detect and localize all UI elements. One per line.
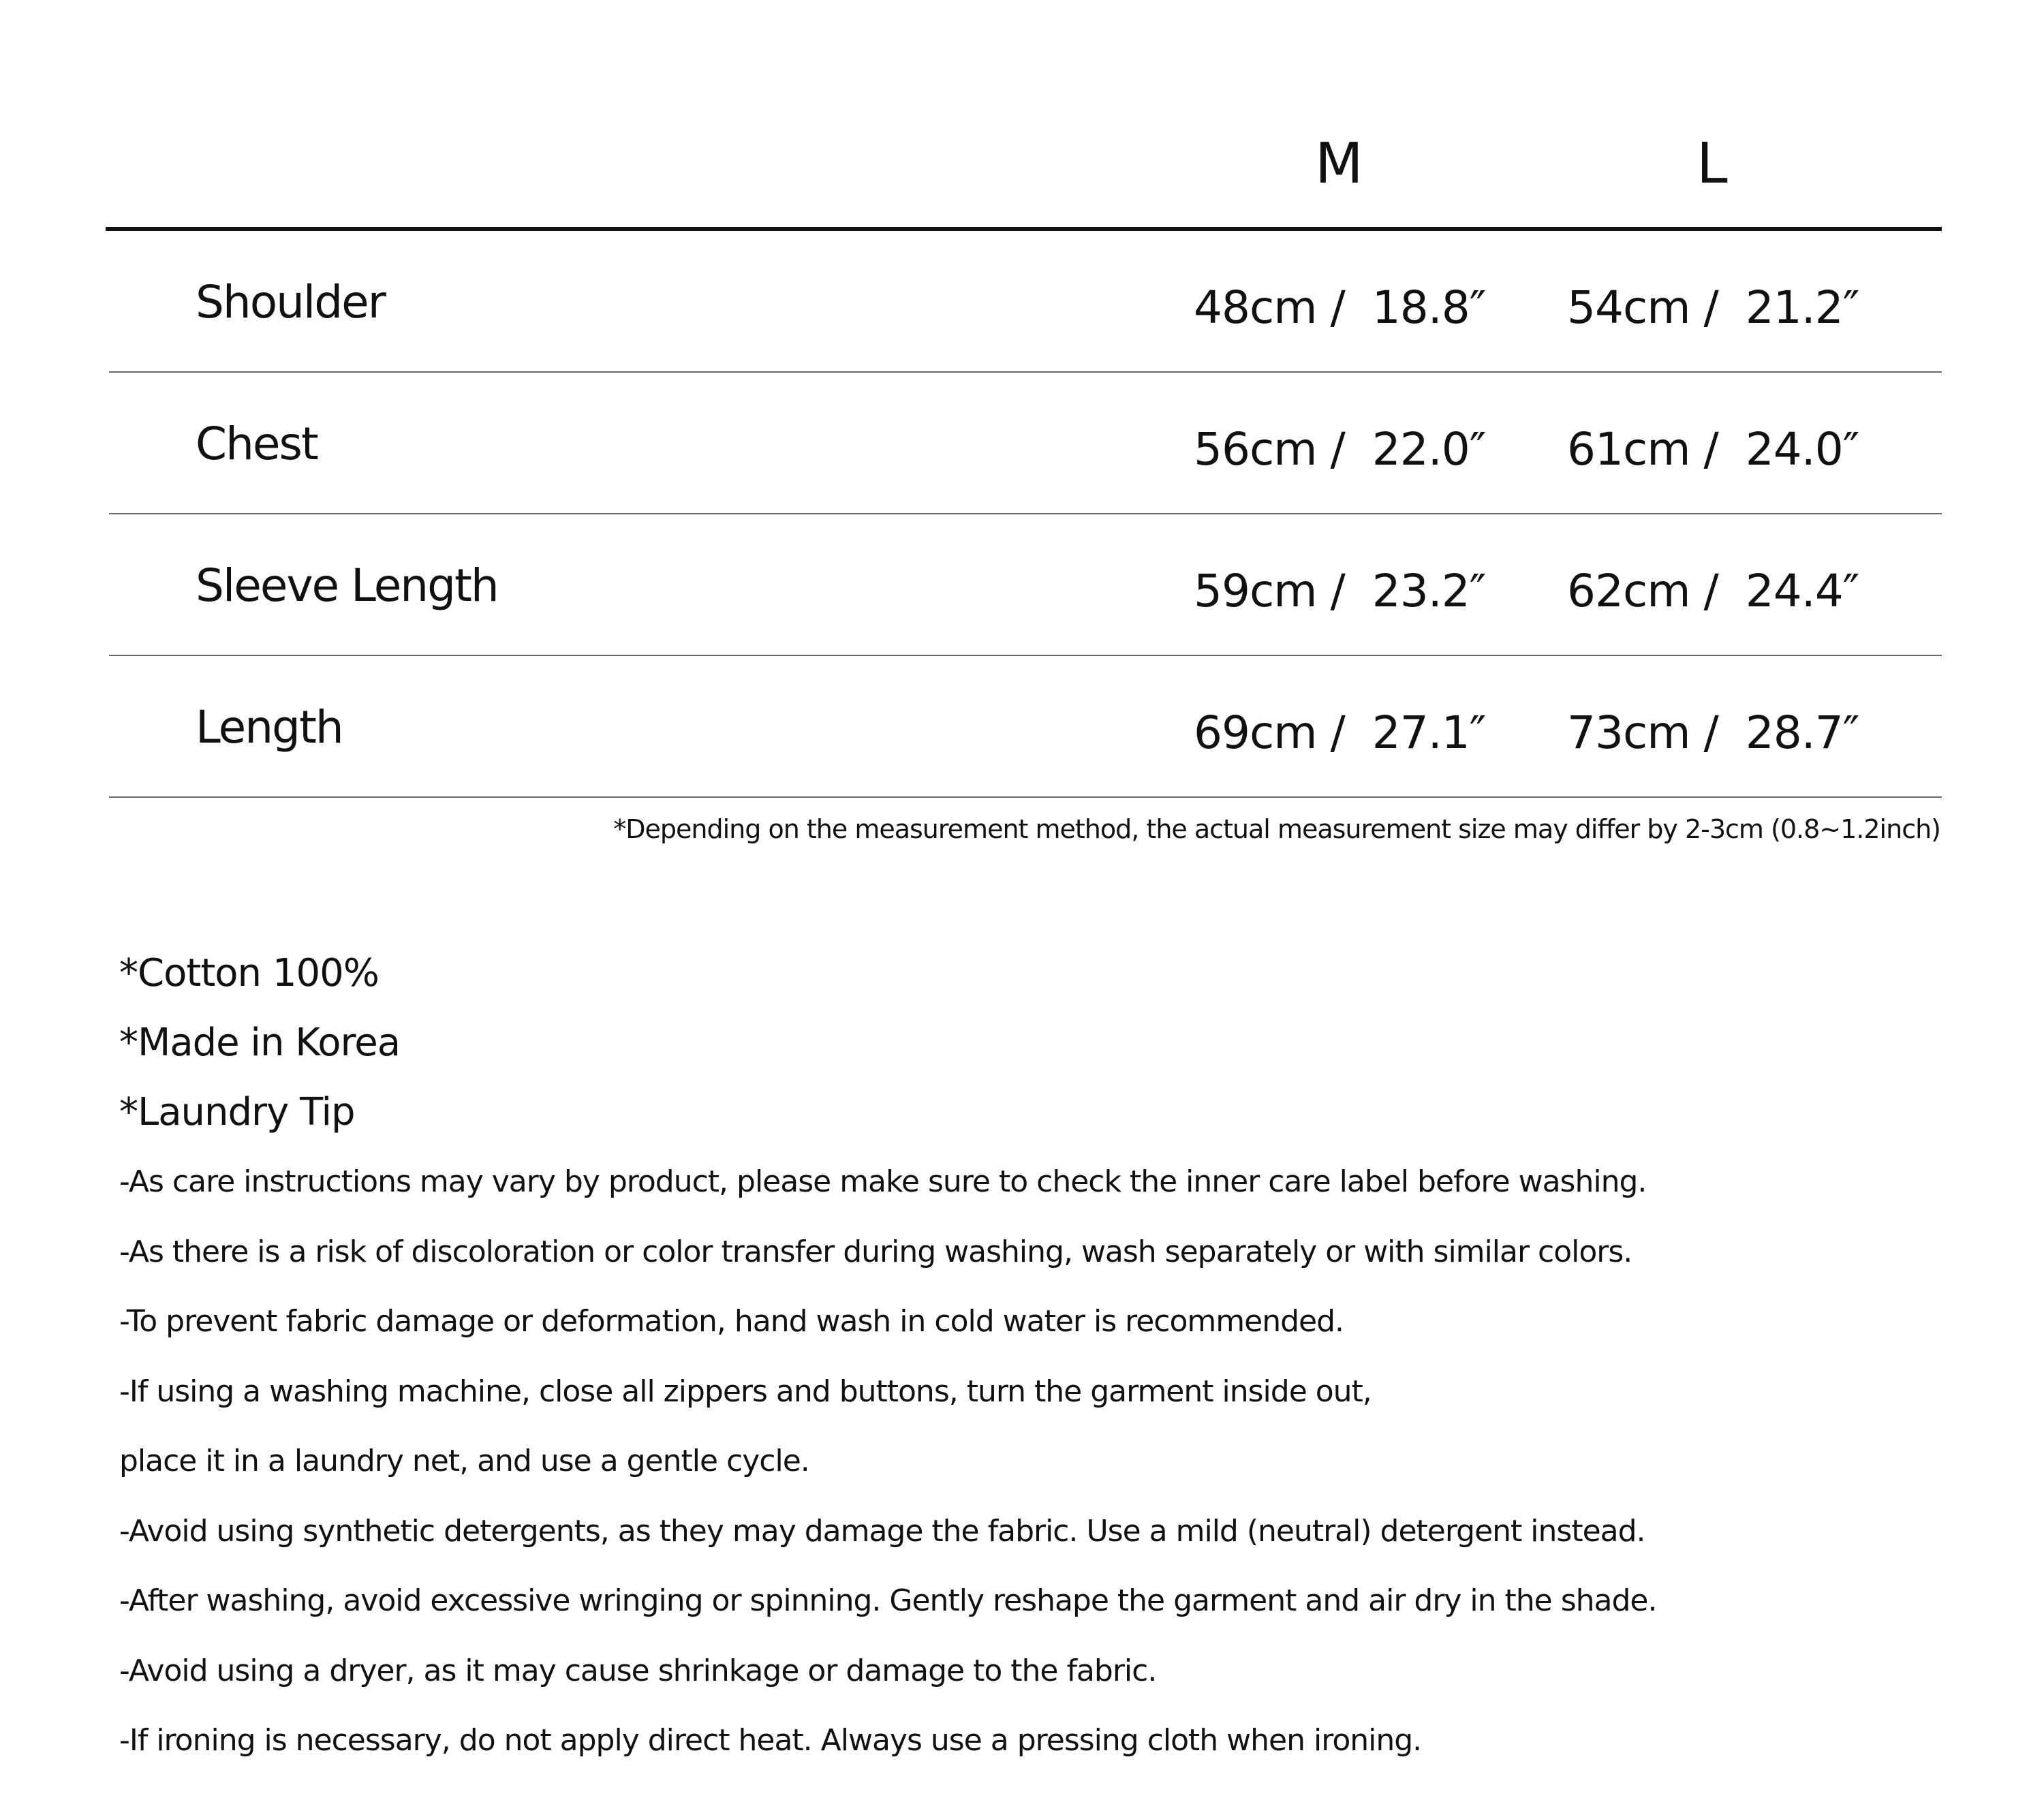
row-value-l: 73cm / 28.7″: [1567, 706, 1859, 759]
row-value-m: 56cm / 22.0″: [1194, 423, 1486, 476]
row-label: Sleeve Length: [196, 559, 498, 612]
table-row-chest: [109, 373, 1942, 514]
care-instruction: -As care instructions may vary by product, please make sure to check the inner care label before washing.: [119, 1164, 1647, 1199]
table-row-shoulder: [109, 231, 1942, 373]
row-value-m: 69cm / 27.1″: [1194, 706, 1486, 759]
row-value-l: 54cm / 21.2″: [1567, 281, 1859, 334]
care-instruction: -If using a washing machine, close all zippers and buttons, turn the garment inside out,: [119, 1373, 1372, 1409]
care-instruction: -If ironing is necessary, do not apply direct heat. Always use a pressing cloth when ironing.: [119, 1723, 1422, 1758]
row-label: Shoulder: [196, 276, 385, 328]
table-row-sleeve-length: [109, 514, 1942, 656]
row-label: Chest: [196, 418, 318, 470]
row-value-m: 59cm / 23.2″: [1194, 565, 1486, 617]
laundry-tip-heading: *Laundry Tip: [119, 1090, 355, 1134]
care-instruction: -Avoid using a dryer, as it may cause shrinkage or damage to the fabric.: [119, 1653, 1157, 1688]
product-info: [119, 939, 1891, 1776]
row-value-l: 62cm / 24.4″: [1567, 565, 1859, 617]
material-info: *Cotton 100%: [119, 951, 379, 995]
care-instruction: -As there is a risk of discoloration or color transfer during washing, wash separately or with similar colors.: [119, 1234, 1632, 1269]
care-instruction: -Avoid using synthetic detergents, as they may damage the fabric. Use a mild (neutral) detergent instead.: [119, 1513, 1645, 1549]
care-instruction: -After washing, avoid excessive wringing or spinning. Gently reshape the garment and air dry in the shade.: [119, 1583, 1657, 1618]
size-header-m: M: [1315, 131, 1363, 196]
row-value-l: 61cm / 24.0″: [1567, 423, 1859, 476]
size-header-l: L: [1697, 131, 1728, 196]
row-label: Length: [196, 701, 343, 754]
care-instruction: place it in a laundry net, and use a gentle cycle.: [119, 1444, 809, 1478]
row-value-m: 48cm / 18.8″: [1194, 281, 1486, 334]
origin-info: *Made in Korea: [119, 1021, 401, 1065]
care-instruction: -To prevent fabric damage or deformation, hand wash in cold water is recommended.: [119, 1304, 1344, 1339]
table-row-length: [109, 656, 1942, 798]
measurement-note: *Depending on the measurement method, the actual measurement size may differ by 2-3cm (0.8~1.2inch): [613, 814, 1940, 844]
